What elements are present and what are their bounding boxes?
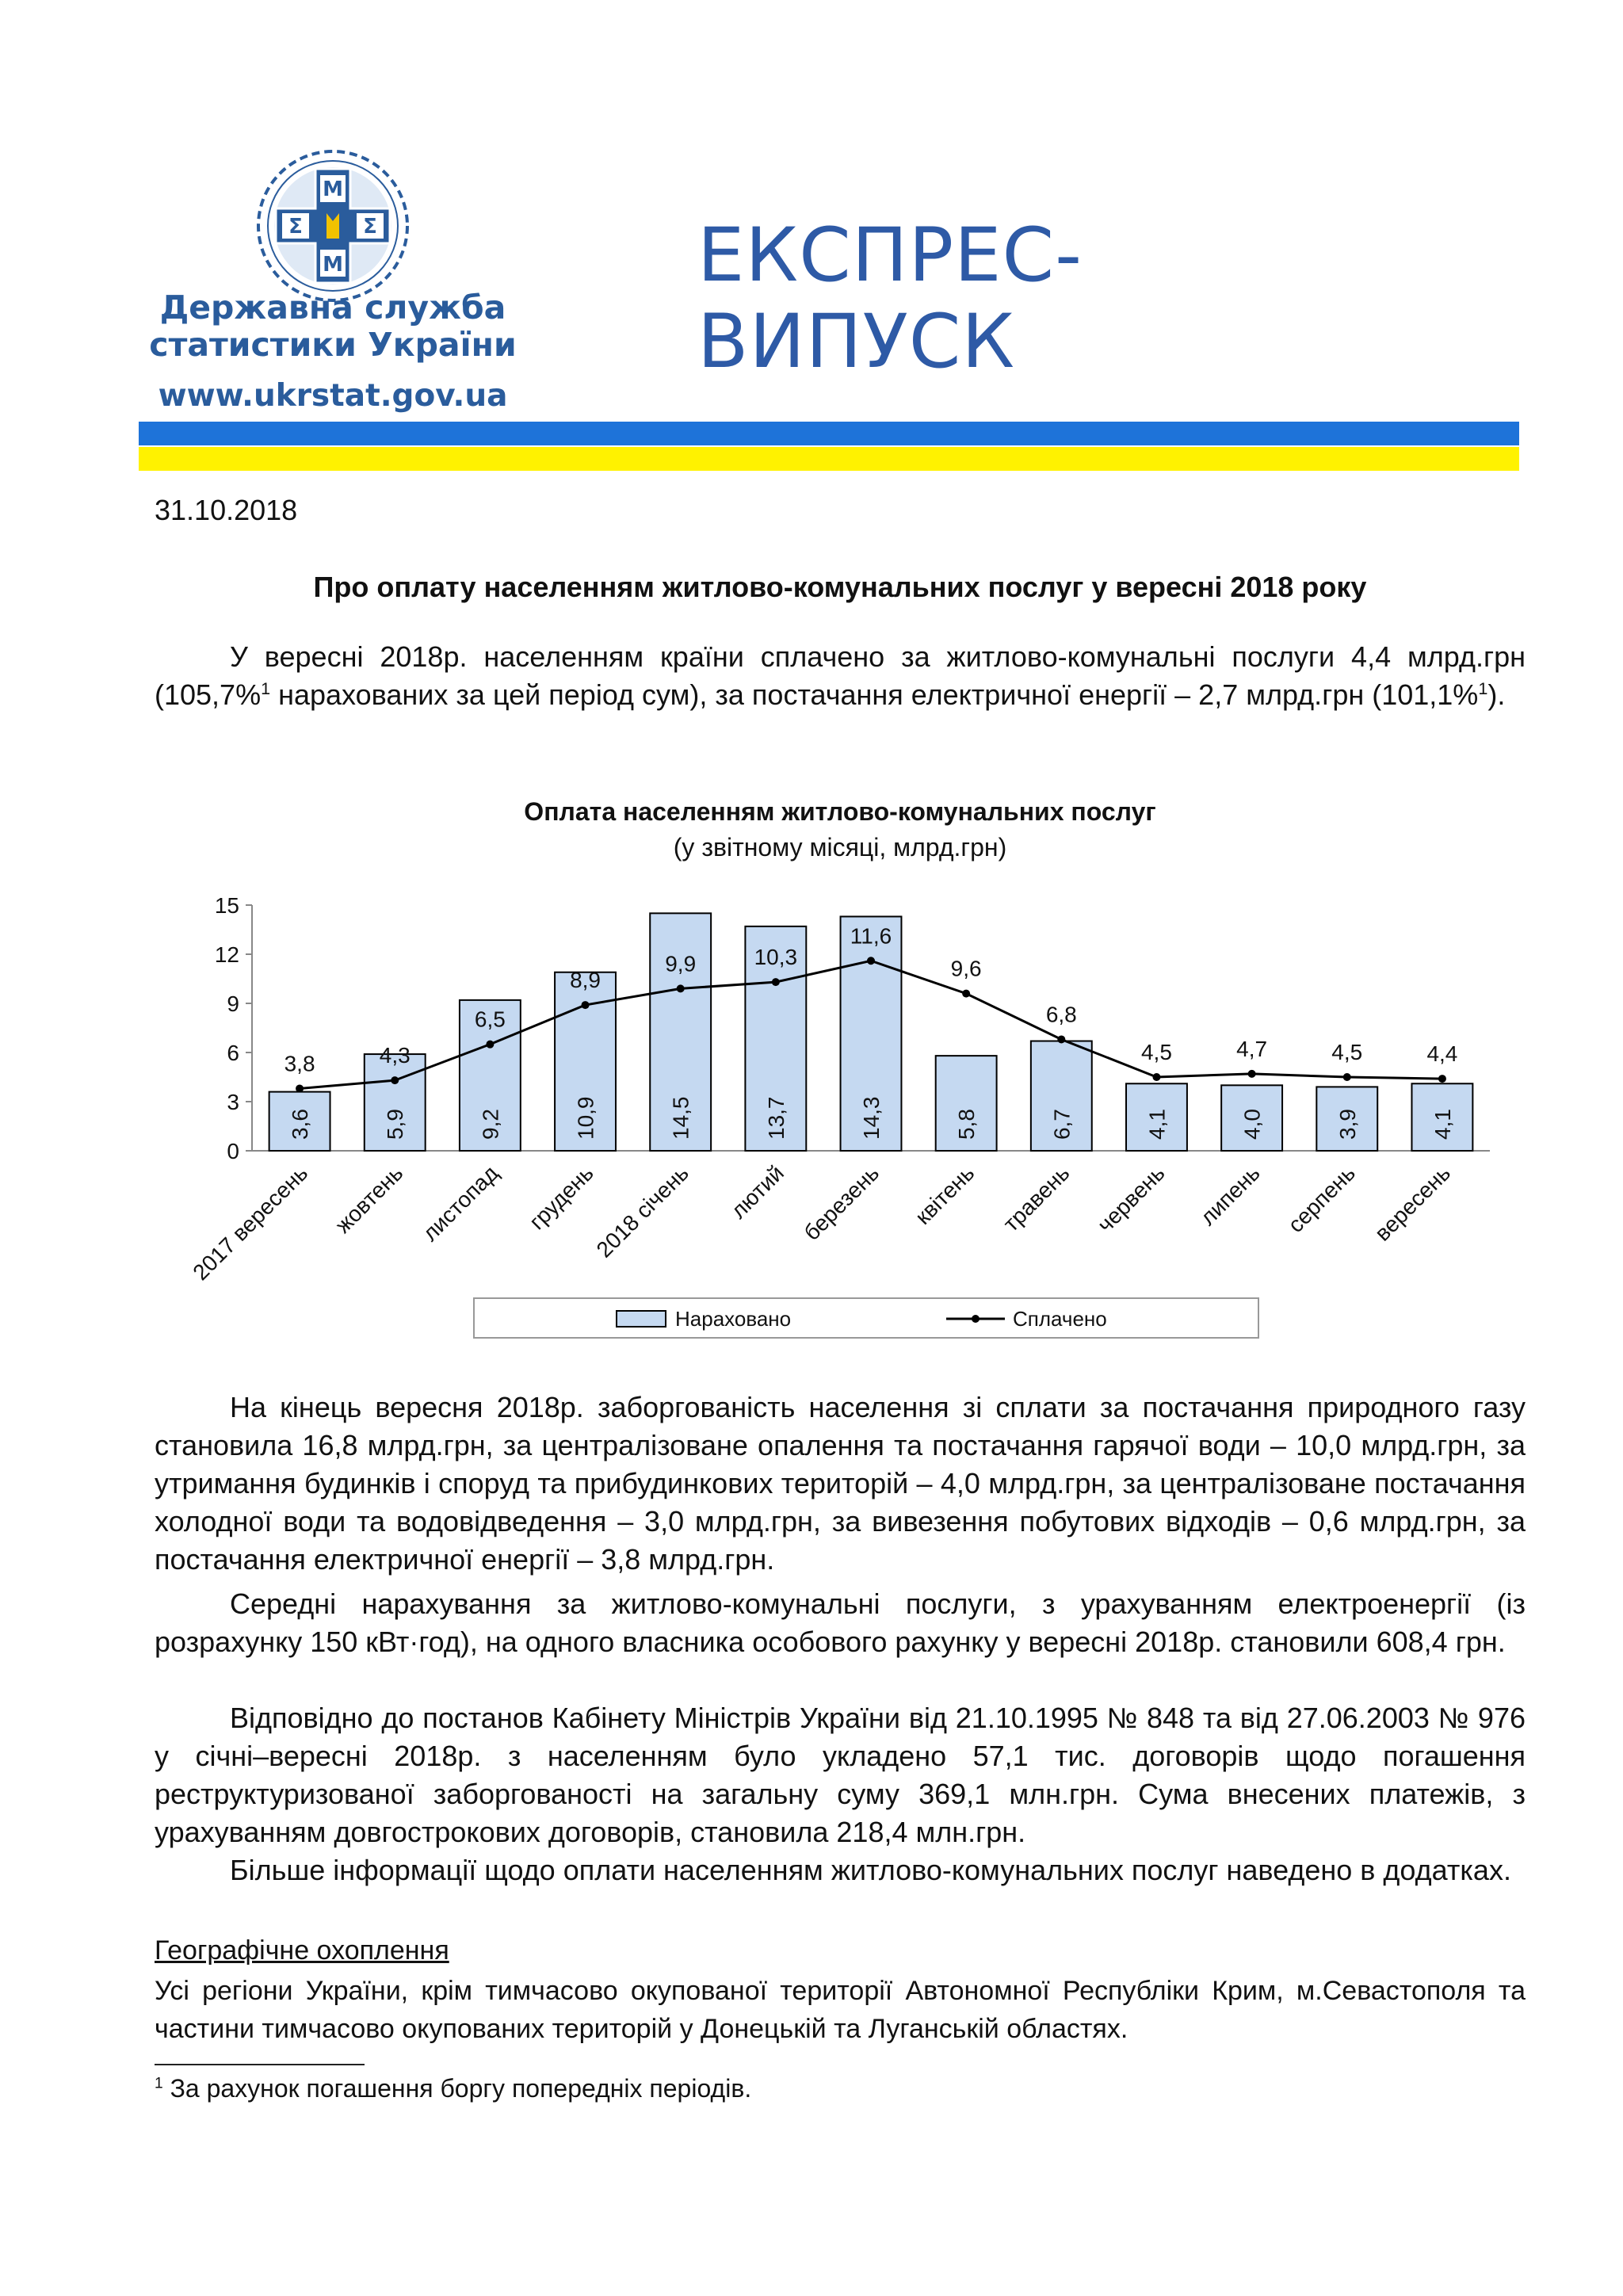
line-point [1343, 1073, 1351, 1081]
line-point [486, 1041, 494, 1049]
svg-text:Σ: Σ [288, 215, 303, 239]
footnote-text: За рахунок погашення боргу попередніх періодів. [162, 2074, 752, 2103]
svg-text:Σ: Σ [363, 215, 377, 239]
x-tick-label: квітень [910, 1160, 980, 1229]
x-tick-label: вересень [1369, 1160, 1456, 1246]
paragraph-average-charges: Середні нарахування за житлово-комунальні послуги, з урахуванням електроенергії (із розрахунку 150 кВт·год), на одного власника особового рахунку у вересні 2018р. становили 608,4 грн. [155, 1587, 1526, 1658]
bar-label: 9,2 [478, 1109, 503, 1140]
release-date: 31.10.2018 [155, 494, 298, 526]
intro-text-b: нарахованих за цей період сум), за постачання електричної енергії – 2,7 млрд.грн (101,1% [270, 678, 1479, 711]
line-point [391, 1076, 399, 1084]
line-label: 4,7 [1236, 1036, 1268, 1061]
geo-heading: Географічне охоплення [155, 1935, 449, 1966]
flag-stripe-yellow [139, 447, 1519, 471]
bar-label: 14,5 [668, 1096, 693, 1140]
chart-title: Оплата населенням житлово-комунальних послуг [524, 797, 1156, 826]
bar-label: 13,7 [763, 1096, 789, 1140]
bar-label: 4,1 [1144, 1109, 1170, 1140]
line-point [772, 978, 780, 986]
flag-stripe-blue [139, 422, 1519, 445]
x-tick-label: листопад [418, 1160, 503, 1246]
org-name-line2: статистики України [149, 326, 517, 364]
bar-label: 3,9 [1335, 1109, 1360, 1140]
legend-label-paid: Сплачено [1013, 1307, 1107, 1331]
legend-label-accrued: Нараховано [675, 1307, 792, 1331]
svg-text:M: M [323, 178, 343, 201]
line-label: 4,5 [1140, 1040, 1172, 1064]
paragraph-more-info: Більше інформації щодо оплати населенням житлово-комунальних послуг наведено в додатках. [230, 1854, 1511, 1886]
x-tick-label: лютий [726, 1160, 789, 1224]
bar-label: 6,7 [1049, 1109, 1075, 1140]
line-label: 8,9 [570, 968, 601, 993]
line-point [1438, 1075, 1446, 1083]
x-tick-label: жовтень [330, 1160, 408, 1238]
line-label: 9,9 [665, 951, 697, 976]
line-label: 11,6 [850, 923, 892, 949]
y-tick-label: 12 [214, 942, 239, 967]
bar-label: 5,9 [383, 1109, 408, 1140]
y-tick-label: 6 [227, 1041, 239, 1065]
line-label: 4,3 [379, 1043, 411, 1068]
utility-payments-chart [143, 872, 1522, 1363]
legend-box [474, 1298, 1258, 1338]
footnote-divider [155, 2064, 365, 2065]
bar-label: 4,0 [1239, 1109, 1265, 1140]
org-url-link[interactable]: www.ukrstat.gov.ua [158, 378, 508, 414]
footnote-ref: 1 [1478, 678, 1488, 698]
svg-text:M: M [323, 253, 343, 277]
y-tick-label: 15 [214, 893, 239, 918]
x-tick-label: серпень [1283, 1160, 1361, 1238]
line-point [296, 1084, 304, 1092]
footnote [155, 2074, 751, 2103]
line-label: 10,3 [754, 945, 798, 970]
org-name [135, 289, 531, 364]
intro-text-a: У вересні 2018р. населенням країни сплачено за житлово-комунальні послуги 4,4 млрд.грн (105,7% [155, 640, 1526, 711]
line-point [962, 990, 970, 998]
line-point [1248, 1070, 1256, 1078]
legend-swatch-accrued [617, 1311, 666, 1327]
legend-swatch-paid-marker [972, 1315, 980, 1323]
intro-paragraph [155, 638, 1526, 714]
line-label: 4,4 [1426, 1041, 1458, 1067]
intro-text-c: ). [1487, 678, 1506, 711]
x-tick-label: 2017 вересень [188, 1160, 313, 1286]
line-label: 6,5 [474, 1007, 506, 1032]
x-tick-label: грудень [524, 1160, 598, 1235]
footnote-ref: 1 [261, 678, 271, 698]
page-title: Про оплату населенням житлово-комунальних послуг у вересні 2018 року [313, 571, 1367, 603]
line-point [677, 984, 685, 992]
x-tick-label: березень [799, 1160, 884, 1246]
bar-label: 3,6 [288, 1109, 313, 1140]
x-tick-label: липень [1195, 1160, 1265, 1230]
release-type-heading: ЕКСПРЕС-ВИПУСК [697, 212, 1083, 385]
chart-subtitle: (у звітному місяці, млрд.грн) [673, 833, 1007, 861]
line-point [1152, 1073, 1160, 1081]
line-label: 3,8 [284, 1051, 315, 1076]
line-label: 6,8 [1045, 1002, 1077, 1027]
line-point [1057, 1035, 1065, 1043]
y-tick-label: 9 [227, 991, 239, 1016]
paragraph-restructured-debt: Відповідно до постанов Кабінету Міністрів України від 21.10.1995 № 848 та від 27.06.2003 № 976 у січні–вересні 2018р. з населенням було укладено 57,1 тис. договорів щодо погашення реструктуризованої заборгованості на загальну суму 369,1 млн.грн. Сума внесених платежів, з урахуванням довгострокових договорів, становила 218,4 млн.грн. [155, 1702, 1526, 1848]
paragraph-debt: На кінець вересня 2018р. заборгованість населення зі сплати за постачання природного газу становила 16,8 млрд.грн, за централізоване опалення та постачання гарячої води – 10,0 млрд.грн, за утримання будинків і споруд та прибудинкових територій – 4,0 млрд.грн, за централізоване постачання холодної води та водовідведення – 3,0 млрд.грн, за вивезення побутових відходів – 0,6 млрд.грн, за постачання електричної енергії – 3,8 млрд.грн. [155, 1391, 1526, 1576]
bar-label: 14,3 [859, 1096, 884, 1140]
org-name-line1: Державна служба [159, 288, 506, 327]
y-tick-label: 3 [227, 1090, 239, 1114]
line-point [867, 957, 875, 965]
y-tick-label: 0 [227, 1139, 239, 1163]
line-label: 4,5 [1331, 1040, 1363, 1064]
geo-text: Усі регіони України, крім тимчасово окупованої території Автономної Республіки Крим, м.Севастополя та частини тимчасово окупованих територій у Донецькій та Луганській областях. [155, 1976, 1526, 2044]
bar-label: 5,8 [954, 1109, 980, 1140]
bar-label: 10,9 [573, 1096, 598, 1140]
bar-label: 4,1 [1430, 1109, 1455, 1140]
x-tick-label: травень [998, 1160, 1075, 1236]
line-label: 9,6 [950, 956, 982, 981]
ukrstat-logo [254, 147, 412, 305]
x-tick-label: 2018 січень [591, 1160, 693, 1263]
line-point [582, 1001, 590, 1009]
x-tick-label: червень [1092, 1160, 1170, 1238]
footnote-mark: 1 [155, 2075, 163, 2092]
